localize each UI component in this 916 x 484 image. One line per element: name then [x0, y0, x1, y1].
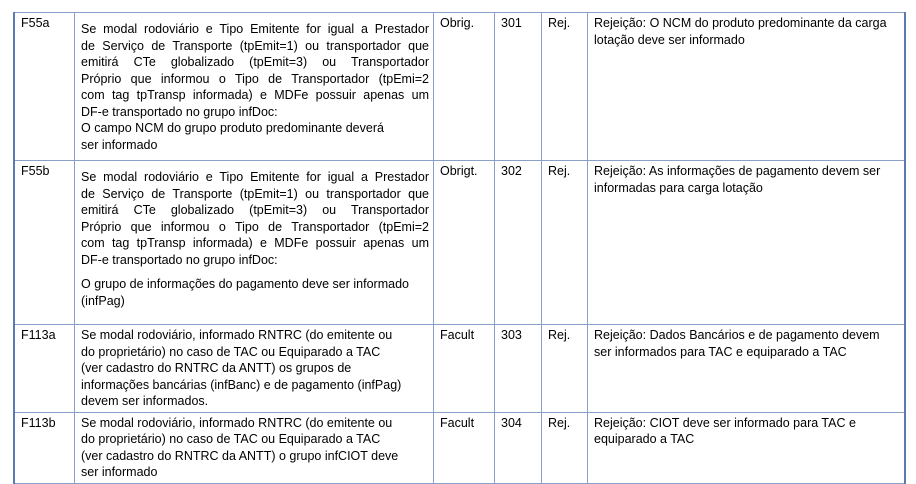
- rule-condition: [75, 13, 434, 161]
- rule-number: 302: [495, 161, 542, 325]
- rule-obligation: Facult: [434, 412, 495, 483]
- rule-effect: Rej.: [542, 412, 588, 483]
- rule-code: F113a: [14, 325, 75, 413]
- rule-note-line: (infPag): [81, 293, 125, 308]
- rule-number: 301: [495, 13, 542, 161]
- rule-effect: Rej.: [542, 161, 588, 325]
- rule-number: 304: [495, 412, 542, 483]
- rule-message: Rejeição: Dados Bancários e de pagamento devem ser informados para TAC e equiparado a TAC: [588, 325, 906, 413]
- table-row: [14, 13, 905, 161]
- rule-note-line: O campo NCM do grupo produto predominante deverá: [81, 121, 384, 135]
- condition-line: de Serviço de Transporte (tpEmit=1) ou transportador que: [81, 38, 429, 53]
- rule-note-line: ser informado: [81, 137, 158, 152]
- rule-note-line: O grupo de informações do pagamento deve ser informado: [81, 277, 409, 291]
- condition-line: com tag tpTransp informada) e MDFe possuir apenas um: [81, 236, 429, 250]
- condition-line: emitirá CTe globalizado (tpEmit=3) ou Transportador: [81, 55, 429, 69]
- condition-line: ser informado: [81, 465, 158, 479]
- condition-line: com tag tpTransp informada) e MDFe possuir apenas um: [81, 88, 429, 102]
- rule-effect: Rej.: [542, 325, 588, 413]
- rule-code: F55a: [14, 13, 75, 161]
- condition-line: Se modal rodoviário e Tipo Emitente for igual a Prestador: [81, 22, 429, 36]
- rule-message: Rejeição: O NCM do produto predominante da carga lotação deve ser informado: [588, 13, 906, 161]
- condition-line: do proprietário) no caso de TAC ou Equiparado a TAC: [81, 432, 381, 446]
- condition-line: do proprietário) no caso de TAC ou Equiparado a TAC: [81, 344, 381, 359]
- rule-message: Rejeição: CIOT deve ser informado para TAC e equiparado a TAC: [588, 412, 906, 483]
- paragraph-gap: [81, 268, 429, 276]
- condition-line: informações bancárias (infBanc) e de pagamento (infPag): [81, 377, 402, 392]
- condition-line: (ver cadastro do RNTRC da ANTT) os grupos de: [81, 361, 352, 375]
- condition-line: devem ser informados.: [81, 394, 209, 408]
- condition-line: Se modal rodoviário, informado RNTRC (do emitente ou: [81, 415, 393, 430]
- rule-obligation: Obrig.: [434, 13, 495, 161]
- rule-condition: [75, 325, 434, 413]
- rule-obligation: Facult: [434, 325, 495, 413]
- condition-line: de Serviço de Transporte (tpEmit=1) ou transportador que: [81, 186, 429, 201]
- rule-obligation: Obrigt.: [434, 161, 495, 325]
- rule-condition: [75, 412, 434, 483]
- condition-line: Próprio que informou o Tipo de Transportador (tpEmi=2: [81, 71, 429, 86]
- condition-line: emitirá CTe globalizado (tpEmit=3) ou Transportador: [81, 203, 429, 217]
- rule-message: Rejeição: As informações de pagamento devem ser informadas para carga lotação: [588, 161, 906, 325]
- rule-condition: [75, 161, 434, 325]
- rule-code: F113b: [14, 412, 75, 483]
- condition-line: DF-e transportado no grupo infDoc:: [81, 104, 278, 119]
- validation-rules-table: [13, 12, 906, 484]
- rule-number: 303: [495, 325, 542, 413]
- condition-line: DF-e transportado no grupo infDoc:: [81, 252, 278, 267]
- rule-code: F55b: [14, 161, 75, 325]
- table-row: [14, 161, 905, 325]
- condition-line: Se modal rodoviário e Tipo Emitente for igual a Prestador: [81, 170, 429, 184]
- condition-line: Se modal rodoviário, informado RNTRC (do emitente ou: [81, 328, 393, 342]
- condition-line: (ver cadastro do RNTRC da ANTT) o grupo infCIOT deve: [81, 448, 399, 463]
- table-row: [14, 325, 905, 413]
- condition-line: Próprio que informou o Tipo de Transportador (tpEmi=2: [81, 219, 429, 234]
- table-row: [14, 412, 905, 483]
- rule-effect: Rej.: [542, 13, 588, 161]
